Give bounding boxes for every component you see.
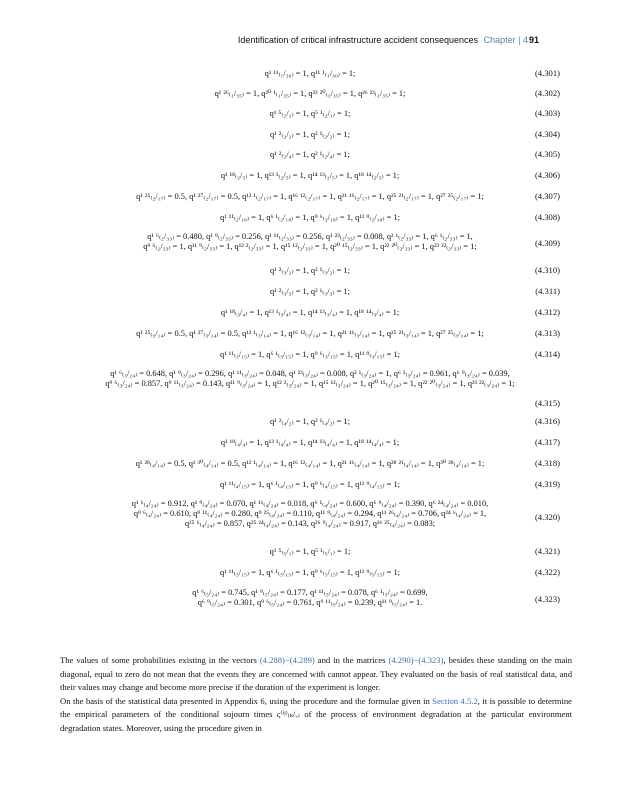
equation-line: q¹ ²₍₄/₂₎ = 1, q² ¹₍₄/₂₎ = 1; <box>270 417 350 426</box>
equation-line: q⁶ ⁹₍₅/₂₄₎ = 0.301, q⁹ ⁶₍₅/₂₄₎ = 0.761, q⁹ ¹¹₍₅/₂₄₎ = 0.239, q¹¹ ⁹₍₅/₂₄₎ = 1. <box>197 598 423 607</box>
equation-line: q¹ ¹⁸₍₃/₄₎ = 1, q¹³ ¹₍₃/₄₎ = 1, q¹⁴ ¹³₍₃/₄₎ = 1, q¹⁸ ¹⁴₍₃/₄₎ = 1; <box>220 308 400 317</box>
equation-line: q¹ ¹⁸₍₄/₄₎ = 1, q¹³ ¹₍₄/₄₎ = 1, q¹⁴ ¹³₍₄/₄₎ = 1, q¹⁸ ¹⁴₍₄/₄₎ = 1; <box>220 438 400 447</box>
equation-number: (4.301) <box>534 68 560 78</box>
equation-line: q¹ ²⁶₍₁/₃₅₎ = 1, q²⁰ ¹₍₁/₃₅₎ = 1, q²³ ²⁰₍₁/₃₅₎ = 1, q²⁶ ²³₍₁/₃₅₎ = 1; <box>214 89 406 98</box>
equation-number: (4.304) <box>534 129 560 139</box>
equation-number: (4.322) <box>534 567 560 577</box>
equation-line: q⁹ ⁶₍₄/₂₄₎ = 0.610, q⁹ ¹¹₍₄/₂₄₎ = 0.280, q⁹ ²⁵₍₄/₂₄₎ = 0.110, q¹¹ ⁹₍₄/₂₄₎ = 0.294, q¹¹ ²⁶₍₄/₂₄₎ = 0.706, q²⁴ ⁶₍₄/₂₄₎ = 1, <box>133 509 487 518</box>
equation <box>60 88 560 98</box>
equation <box>60 307 560 317</box>
equation <box>60 587 560 607</box>
equation <box>60 191 560 201</box>
equation <box>60 286 560 296</box>
equation-line: q⁹ ⁶₍₂/₃₃₎ = 1, q¹¹ ⁹₍₂/₃₃₎ = 1, q¹² ²₍₂/₃₃₎ = 1, q¹⁵ ¹²₍₂/₃₃₎ = 1, q²⁰ ¹⁵₍₂/₃₃₎ = 1, q²² ²⁰₍₂/₃₃₎ = 1, q²³ ²²₍₂/₃₃₎ = 1; <box>143 242 477 251</box>
equation-number: (4.307) <box>534 191 560 201</box>
equation-line: q¹ ¹⁸₍₂/₅₎ = 1, q¹³ ¹₍₂/₅₎ = 1, q¹⁴ ¹³₍₂/₅₎ = 1, q¹⁸ ¹⁴₍₂/₅₎ = 1; <box>220 171 400 180</box>
running-title: Identification of critical infrastructure accident consequences <box>237 35 478 45</box>
equation <box>60 437 560 447</box>
equation-line: q¹ ⁶₍₄/₂₄₎ = 0.912, q¹ ⁹₍₄/₂₄₎ = 0.070, q¹ ¹¹₍₄/₂₄₎ = 0.018, q⁶ ¹₍₄/₂₄₎ = 0.600, q⁶ ⁹₍₄/₂₄₎ = 0.390, q⁶ ²⁴₍₄/₂₄₎ = 0.010, <box>131 499 489 508</box>
equation <box>60 567 560 577</box>
equation-number: (4.308) <box>534 212 560 222</box>
equation-line: q¹ ²⁵₍₃/₁₄₎ = 0.5, q¹ ²⁷₍₃/₁₄₎ = 0.5, q¹² ¹₍₃/₁₄₎ = 1, q¹⁶ ¹²₍₃/₁₄₎ = 1, q²¹ ¹⁶₍₃/₁₄₎ = 1, q²⁵ ²¹₍₃/₁₄₎ = 1, q²⁷ ²⁵₍₃/₁₄₎ = 1; <box>136 329 484 338</box>
equation-line: q⁹ ⁶₍₃/₂₄₎ = 0.857, q⁹ ¹¹₍₃/₂₄₎ = 0.143, q¹¹ ⁹₍₃/₂₄₎ = 1, q¹² ²₍₃/₂₄₎ = 1, q¹⁵ ¹²₍₃/₂₄₎ = 1, q²⁰ ¹⁵₍₃/₂₄₎ = 1, q²² ²⁰₍₃/₂₄₎ = 1, q²³ ²²₍₃/₂₄₎ = 1; <box>105 379 515 388</box>
equation <box>60 129 560 139</box>
equation-reference-link[interactable]: (4.290)−(4.323) <box>388 655 444 665</box>
equation <box>60 68 560 78</box>
equation <box>60 458 560 468</box>
equation-number: (4.313) <box>534 328 560 338</box>
equation-number: (4.317) <box>534 437 560 447</box>
body-text <box>60 654 572 736</box>
equation <box>60 498 560 528</box>
equation <box>60 212 560 222</box>
equation-number: (4.312) <box>534 307 560 317</box>
equation <box>60 170 560 180</box>
equation <box>60 265 560 275</box>
equation-line: q¹ ²⁸₍₄/₁₄₎ = 0.5, q¹ ³⁰₍₄/₁₄₎ = 0.5, q¹² ¹₍₄/₁₄₎ = 1, q¹⁶ ¹²₍₄/₁₄₎ = 1, q²¹ ¹⁶₍₄/₁₄₎ = 1, q²⁸ ²¹₍₄/₁₄₎ = 1, q³⁰ ²⁸₍₄/₁₄₎ = 1; <box>135 459 485 468</box>
equation-number: (4.305) <box>534 149 560 159</box>
equation-number: (4.321) <box>534 546 560 556</box>
equation-number: (4.314) <box>534 349 560 359</box>
equation-line: q¹ ²⁵₍₂/₁₇₎ = 0.5, q¹ ²⁷₍₂/₁₇₎ = 0.5, q¹² ¹₍₂/₁₇₎ = 1, q¹⁶ ¹²₍₂/₁₇₎ = 1, q²¹ ¹⁶₍₂/₁₇₎ = 1, q²⁵ ²¹₍₂/₁₇₎ = 1, q²⁷ ²⁵₍₂/₁₇₎ = 1; <box>136 192 484 201</box>
paragraph <box>60 695 572 736</box>
equation-line: q¹ ¹¹₍₄/₁₅₎ = 1, q⁶ ¹₍₄/₁₅₎ = 1, q⁹ ⁶₍₄/₁₅₎ = 1, q¹¹ ⁹₍₄/₁₅₎ = 1; <box>220 480 400 489</box>
equation-number: (4.311) <box>535 286 560 296</box>
text-run: and in the matrices <box>314 655 389 665</box>
equation-number: (4.303) <box>534 108 560 118</box>
equation-number: (4.306) <box>534 170 560 180</box>
equation-number: (4.319) <box>534 479 560 489</box>
section-reference-link[interactable]: Section 4.5.2 <box>432 695 478 706</box>
equation-number: (4.315) <box>534 398 560 408</box>
equation-line: q²⁵ ⁶₍₄/₂₄₎ = 0.857, q²⁵ ²⁴₍₄/₂₄₎ = 0.143, q²⁶ ⁹₍₄/₂₄₎ = 0.917, q²⁶ ²⁵₍₄/₂₄₎ = 0.083; <box>184 519 436 528</box>
equation-line: q¹ ⁵₍₅/₁₎ = 1, q⁵ ¹₍₅/₁₎ = 1; <box>269 547 351 556</box>
text-run: , besides these standing on the main diagonal, equal to zero do not mean that the events they are concerned with cannot appear. They evaluated on the basis of real statistical data, and their values may change and become more precise if the duration of the experiment is longer. <box>60 655 572 693</box>
equation-number: (4.316) <box>534 416 560 426</box>
equation-number: (4.309) <box>534 238 560 248</box>
equation-line: q¹ ⁶₍₃/₂₄₎ = 0.648, q¹ ⁹₍₃/₂₄₎ = 0.296, q¹ ¹¹₍₃/₂₄₎ = 0.048, q¹ ²³₍₃/₂₄₎ = 0.008, q² ¹₍₃/₂₄₎ = 1, q⁶ ¹₍₃/₂₄₎ = 0.961, q⁶ ⁹₍₃/₂₄₎ = 0.039, <box>110 369 510 378</box>
equation <box>60 479 560 489</box>
equation-reference-link[interactable]: (4.288)−(4.289) <box>259 655 315 665</box>
equation <box>60 149 560 159</box>
equation-number: (4.318) <box>534 458 560 468</box>
chapter-label: Chapter | 4 <box>483 35 528 45</box>
equation-line: q¹ ⁶₍₂/₃₃₎ = 0.480, q¹ ⁹₍₂/₃₃₎ = 0.256, q¹ ¹¹₍₂/₃₃₎ = 0.256, q¹ ²³₍₂/₃₃₎ = 0.008, q² ¹₍₂/₃₃₎ = 1, q⁶ ¹₍₂/₃₃₎ = 1, <box>147 232 473 241</box>
equation-line: q¹ ⁶₍₅/₂₄₎ = 0.745, q¹ ⁹₍₅/₂₄₎ = 0.177, q¹ ¹¹₍₅/₂₄₎ = 0.078, q⁶ ¹₍₅/₂₄₎ = 0.699, <box>192 588 428 597</box>
equation-line: q¹ ⁵₍₂/₁₎ = 1, q⁵ ¹₍₂/₁₎ = 1; <box>269 109 351 118</box>
equation <box>60 416 560 426</box>
equation-line: q¹ ²₍₂/₄₎ = 1, q² ¹₍₂/₄₎ = 1; <box>270 150 350 159</box>
equation-number: (4.302) <box>534 88 560 98</box>
equation <box>60 108 560 118</box>
equation <box>60 368 560 408</box>
equation-number: (4.323) <box>534 594 560 604</box>
text-run: , it is possible to determine the empirical parameters of the conditional sojourn times ς⁽ⁱʲ⁾₍ₖ/ᵥ₎ of the process of environment degradation at the particular environment degradation states. Moreover, using the procedure given in <box>60 695 572 733</box>
equation-number: (4.320) <box>534 512 560 522</box>
text-run: On the basis of the statistical data presented in Appendix 6, using the procedure and the formulae given in <box>60 695 433 706</box>
text-run: The values of some probabilities existing in the vectors <box>60 655 260 665</box>
paragraph <box>60 654 572 695</box>
equation <box>60 328 560 338</box>
equation <box>60 546 560 556</box>
equation-line: q¹ ²₍₃/₂₎ = 1, q² ¹₍₃/₂₎ = 1; <box>270 266 350 275</box>
equation <box>60 231 560 251</box>
equation-line: q¹ ¹¹₍₅/₁₅₎ = 1, q⁶ ¹₍₅/₁₅₎ = 1, q⁹ ⁶₍₅/₁₅₎ = 1, q¹¹ ⁹₍₅/₁₅₎ = 1; <box>220 568 400 577</box>
equation <box>60 349 560 359</box>
page-number: 91 <box>528 35 539 45</box>
equation-number: (4.310) <box>534 265 560 275</box>
equation-line: q¹ ¹¹₍₂/₁₈₎ = 1, q⁶ ¹₍₂/₁₈₎ = 1, q⁹ ⁶₍₂/₁₈₎ = 1, q¹¹ ⁹₍₂/₁₈₎ = 1; <box>220 213 400 222</box>
equation-line: q¹ ¹¹₍₃/₁₅₎ = 1, q⁶ ¹₍₃/₁₅₎ = 1, q⁹ ⁶₍₃/₁₅₎ = 1, q¹¹ ⁹₍₃/₁₅₎ = 1; <box>220 350 400 359</box>
equation-line: q¹ ¹¹₍₁/₃₀₎ = 1, q¹¹ ¹₍₁/₃₀₎ = 1; <box>264 69 356 78</box>
equation-line: q¹ ²₍₂/₂₎ = 1, q² ¹₍₂/₂₎ = 1; <box>270 130 350 139</box>
equation-line: q¹ ²₍₃/₃₎ = 1, q² ¹₍₃/₃₎ = 1; <box>270 287 350 296</box>
